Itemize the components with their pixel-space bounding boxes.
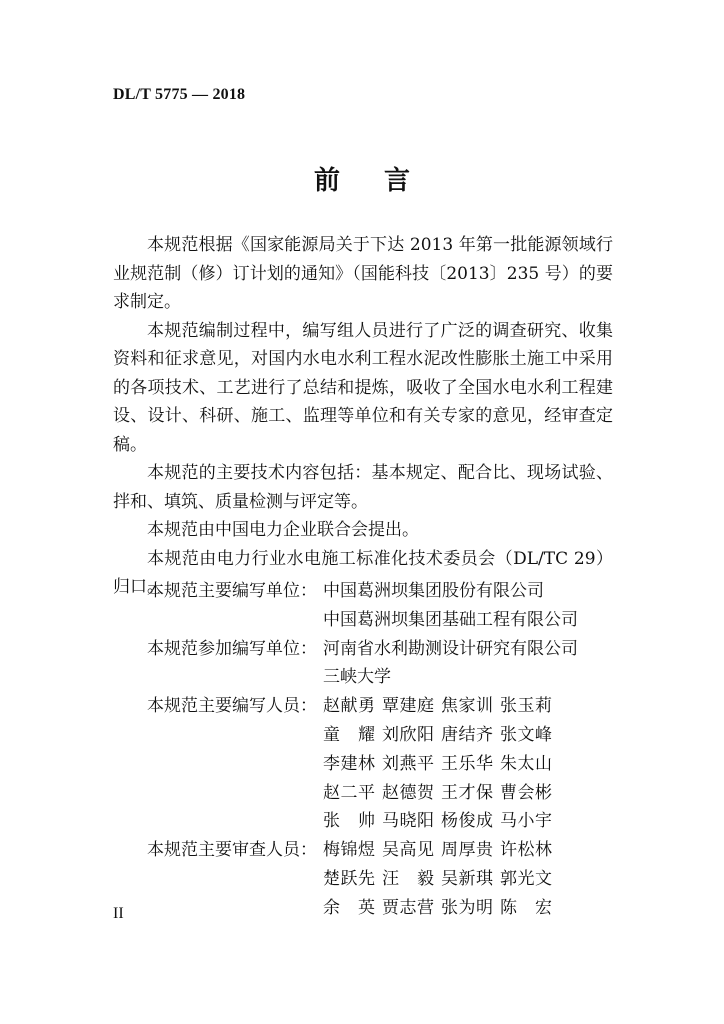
person-name: 赵二平 [323,782,375,803]
person-name: 唐结齐 [441,724,493,745]
preface-body [113,231,613,602]
unit-name: 中国葛洲坝集团股份有限公司 [323,581,544,601]
person-name: 吴新琪 [441,868,493,889]
paragraph: 本规范由中国电力企业联合会提出。 [147,520,419,540]
person-name: 赵德贺 [382,782,434,803]
page-number: II [113,905,124,922]
person-name: 郭光文 [500,868,552,889]
standard-code: DL/T 5775 — 2018 [113,86,246,103]
person-name: 梅锦煜 [323,840,375,861]
paragraph: 本规范编制过程中，编写组人员进行了广泛的调查研究、收集资料和征求意见，对国内水电水利工程水泥改性膨胀土施工中采用的各项技术、工艺进行了总结和提炼，吸收了全国水电水利工程建设、设计、科研、施工、监理等单位和有关专家的意见，经审查定稿。 [113,320,613,455]
participating-units-label: 本规范参加编写单位： [147,638,317,659]
person-name: 余 英 [323,897,375,918]
roster-row [147,692,578,721]
unit-name: 中国葛洲坝集团基础工程有限公司 [323,609,578,630]
person-name: 张为明 [441,897,493,918]
person-name: 吴高见 [382,840,434,861]
title-char-2: 言 [384,166,411,196]
unit-name: 河南省水利勘测设计研究有限公司 [323,638,578,659]
chief-units-label: 本规范主要编写单位： [147,581,317,601]
person-name: 朱太山 [500,753,552,774]
person-name: 周厚贵 [441,840,493,861]
roster-row [147,721,578,750]
person-name: 赵献勇 [323,696,375,717]
person-name: 马晓阳 [382,811,434,832]
chief-drafters-label: 本规范主要编写人员： [147,696,317,717]
unit-name: 三峡大学 [323,667,391,688]
roster-row [147,865,578,894]
person-name: 王才保 [441,782,493,803]
roster-row [147,779,578,808]
person-name: 楚跃先 [323,868,375,889]
roster [147,577,578,923]
page-title [0,160,724,197]
roster-row [147,836,578,865]
roster-row [147,577,578,606]
person-name: 马小宇 [500,811,552,832]
person-name: 李建林 [323,753,375,774]
person-name: 覃建庭 [382,696,434,717]
person-name: 张文峰 [500,724,552,745]
roster-row [147,807,578,836]
roster-row [147,606,578,635]
person-name: 童 耀 [323,724,375,745]
person-name: 刘燕平 [382,753,434,774]
paragraph: 本规范的主要技术内容包括：基本规定、配合比、现场试验、拌和、填筑、质量检测与评定等。 [113,463,613,512]
person-name: 杨俊成 [441,811,493,832]
person-name: 贾志营 [382,897,434,918]
roster-row [147,894,578,923]
person-name: 焦家训 [441,696,493,717]
person-name: 汪 毅 [382,868,434,889]
person-name: 许松林 [500,840,552,861]
person-name: 陈 宏 [500,897,552,918]
title-char-1: 前 [313,166,340,196]
roster-row [147,635,578,664]
person-name: 张玉莉 [500,696,552,717]
chief-reviewers-label: 本规范主要审查人员： [147,840,317,861]
roster-row [147,663,578,692]
paragraph: 本规范由电力行业水电施工标准化技术委员会（DL/TC 29）归口。 [113,548,613,597]
person-name: 曹会彬 [500,782,552,803]
person-name: 王乐华 [441,753,493,774]
person-name: 刘欣阳 [382,724,434,745]
person-name: 张 帅 [323,811,375,832]
paragraph: 本规范根据《国家能源局关于下达 2013 年第一批能源领域行业规范制（修）订计划的通知》（国能科技〔2013〕235 号）的要求制定。 [113,235,613,312]
roster-row [147,750,578,779]
